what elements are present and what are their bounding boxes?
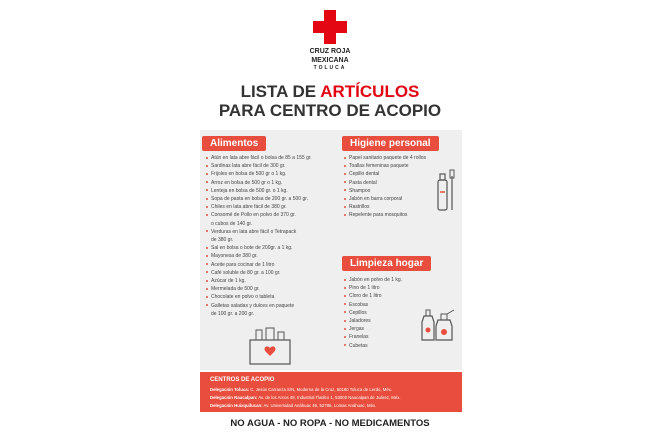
title-line1-a: LISTA DE	[240, 82, 321, 101]
list-item: Lenteja en bolsa de 500 gr. o 1 kg.	[206, 187, 312, 195]
list-item: Rastrillos	[344, 203, 426, 211]
list-item: Pasta dental	[344, 179, 426, 187]
alimentos-heading: Alimentos	[202, 136, 266, 151]
list-item: Atún en lata abre fácil o bolsa de 85 a 155 gr.	[206, 154, 312, 162]
list-item: de 380 gr.	[211, 237, 234, 244]
cleaning-products-icon	[418, 298, 458, 342]
footer-line-naucalpan	[210, 395, 401, 400]
limpieza-list	[344, 276, 402, 350]
list-item: Galletas saladas y dulces en paquete	[206, 302, 312, 310]
list-item: Chocolate en polvo o tableta	[206, 293, 312, 301]
list-item: Mayonesa de 380 gr.	[206, 252, 312, 260]
list-item: Arroz en bolsa de 500 gr o 1 kg.	[206, 179, 312, 187]
list-item: Franelas	[344, 333, 402, 341]
title-line2	[190, 101, 470, 121]
toothpaste-brush-icon	[434, 166, 460, 214]
items-panel	[200, 130, 462, 370]
list-item: Azúcar de 1 kg.	[206, 277, 312, 285]
title-line2-a: PARA	[218, 101, 270, 120]
title-line2-b: CENTRO DE ACOPIO	[269, 101, 442, 120]
title-line1-b: ARTÍCULOS	[320, 82, 420, 101]
footer-label: Delegación Naucalpan:	[210, 395, 258, 400]
red-cross-logo-icon	[313, 10, 347, 44]
list-item: Cepillos	[344, 309, 402, 317]
list-item: Café soluble de 80 gr. a 100 gr.	[206, 269, 312, 277]
footer-heading: CENTROS DE ACOPIO	[210, 377, 275, 383]
poster	[190, 0, 470, 437]
title-line1	[190, 82, 470, 102]
list-item: Papel sanitario paquete de 4 rollos	[344, 154, 426, 162]
list-item: Chiles en lata abre fácil de 380 gr.	[206, 203, 312, 211]
list-item: Jergas	[344, 325, 402, 333]
footer-label: Delegación Huixquilucan:	[210, 403, 263, 408]
list-item: Shampoo	[344, 187, 426, 195]
org-name-line1: CRUZ ROJA	[309, 48, 351, 55]
list-item: Sardinas lata abre fácil de 300 gr.	[206, 162, 312, 170]
list-item: Jaladores	[344, 317, 402, 325]
list-item: Cepillo dental	[344, 170, 426, 178]
list-item: Consomé de Pollo en polvo de 370 gr.	[206, 211, 312, 219]
footer-line-toluca	[210, 387, 392, 392]
list-item: Mermelada de 500 gr.	[206, 285, 312, 293]
list-item: Toallas femeninas paquete	[344, 162, 426, 170]
footer-address: Av. Universidad Anáhuac 46, 52786, Lomas Anáhuac, Méx.	[262, 403, 377, 408]
list-item: Pino de 1 litro	[344, 284, 402, 292]
footer-label: Delegación Toluca:	[210, 387, 250, 392]
bottom-notice: NO AGUA - NO ROPA - NO MEDICAMENTOS	[230, 418, 430, 429]
footer-centros	[200, 372, 462, 412]
higiene-heading: Higiene personal	[342, 136, 439, 151]
org-name-line3: TOLUCA	[313, 65, 347, 71]
list-item: Verduras en lata abre fácil o Tetrapack	[206, 228, 312, 236]
footer-line-huixquilucan	[210, 403, 376, 408]
list-item: Sopa de pasta en bolsa de 200 gr. a 500 gr.	[206, 195, 312, 203]
higiene-list	[344, 154, 426, 220]
org-name-line2: MEXICANA	[311, 57, 349, 64]
footer-address: Av. de los Arcos 48, Industrial Tlatilco 1, 53000 Naucalpan de Juárez, Méx.	[257, 395, 401, 400]
footer-address: C. Jesús Carranza S/N, Moderna de la Cruz, 50180 Toluca de Lerdo, Méx.	[249, 387, 393, 392]
list-item: Frijoles en bolsa de 500 gr o 1 kg.	[206, 170, 312, 178]
list-item: o cubos de 140 gr.	[211, 220, 253, 227]
list-item: Cubetas	[344, 342, 402, 350]
alimentos-list	[206, 154, 312, 318]
grocery-box-icon	[246, 326, 294, 366]
list-item: Jabón en polvo de 1 kg.	[344, 276, 402, 284]
list-item: Escobas	[344, 301, 402, 309]
limpieza-heading: Limpieza hogar	[342, 256, 431, 271]
list-item: Repelente para mosquitos	[344, 211, 426, 219]
list-item: Cloro de 1 litro	[344, 292, 402, 300]
list-item: Aceite para cocinar de 1 litro	[206, 261, 312, 269]
list-item: Sal en bolsa o bote de 200gr. a 1 kg.	[206, 244, 312, 252]
list-item: Jabón en barra corporal	[344, 195, 426, 203]
list-item: de 100 gr. a 200 gr.	[211, 310, 255, 317]
